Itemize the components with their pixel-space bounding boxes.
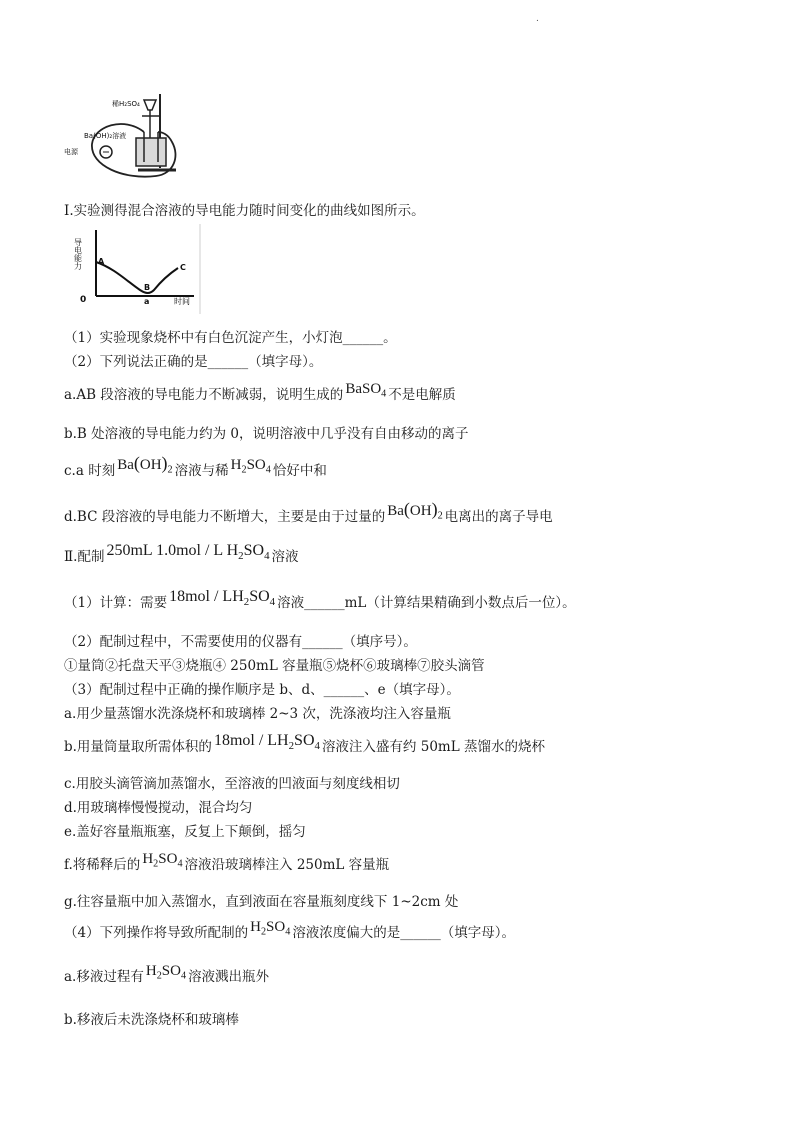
graph-xlabel: 时间	[174, 297, 190, 306]
part2-instruments: ①量筒②托盘天平③烧瓶④ 250mL 容量瓶⑤烧杯⑥玻璃棒⑦胶头滴管	[64, 658, 485, 674]
conductivity-graph	[74, 224, 204, 314]
part1-q2: （2）下列说法正确的是______（填字母）。	[64, 354, 323, 370]
part2-option4-b: b.移液后未洗涤烧杯和玻璃棒	[64, 1012, 239, 1028]
part2-step-g: g.往容量瓶中加入蒸馏水，直到液面在容量瓶刻度线下 1~2cm 处	[64, 894, 459, 910]
graph-origin: 0	[80, 295, 87, 305]
part2-step-c: c.用胶头滴管滴加蒸馏水，至溶液的凹液面与刻度线相切	[64, 776, 400, 792]
part1-intro: Ⅰ.实验测得混合溶液的导电能力随时间变化的曲线如图所示。	[64, 203, 425, 219]
label-power: 电源	[64, 148, 78, 156]
part2-q2: （2）配制过程中，不需要使用的仪器有______（填序号）。	[64, 634, 417, 650]
part2-q3: （3）配制过程中正确的操作顺序是 b、d、______、e（填字母）。	[64, 682, 460, 698]
part1-option-b: b.B 处溶液的导电能力约为 0，说明溶液中几乎没有自由移动的离子	[64, 426, 469, 442]
part2-option4-a: a.移液过程有 $H_2SO_4$ 溶液溅出瓶外	[64, 963, 270, 985]
graph-tick-a: a	[144, 297, 150, 306]
graph-ylabel: 导电能力	[74, 238, 83, 270]
part2-step-f: f.将稀释后的 $H_2SO_4$ 溶液沿玻璃棒注入 250mL 容量瓶	[64, 851, 390, 873]
part2-q4: （4）下列操作将导致所配制的 $H_2SO_4$ 溶液浓度偏大的是______（填字母）。	[64, 919, 516, 941]
graph-point-c: C	[180, 263, 186, 272]
apparatus-diagram	[64, 86, 184, 186]
label-h2so4: 稀H₂SO₄	[112, 100, 140, 108]
part1-option-a: a.AB 段溶液的导电能力不断减弱，说明生成的 BaSO$_4$ 不是电解质	[64, 381, 456, 403]
part2-q1: （1）计算：需要 $18mol / LH_2SO_4$ 溶液______mL（计算结果精确到小数点后一位）。	[64, 588, 576, 611]
part2-step-e: e.盖好容量瓶瓶塞，反复上下颠倒，摇匀	[64, 824, 306, 840]
graph-point-b: B	[144, 283, 151, 292]
part1-q1: （1）实验现象烧杯中有白色沉淀产生，小灯泡______。	[64, 330, 397, 346]
part2-step-a: a.用少量蒸馏水洗涤烧杯和玻璃棒 2~3 次，洗涤液均注入容量瓶	[64, 706, 451, 722]
label-baoh: Ba(OH)₂溶液	[84, 132, 127, 140]
part2-step-d: d.用玻璃棒慢慢搅动，混合均匀	[64, 800, 253, 816]
part1-option-d: d.BC 段溶液的导电能力不断增大，主要是由于过量的 $Ba(OH)_2$ 电离出的离子导电	[64, 499, 553, 525]
page-dot: .	[536, 14, 539, 24]
graph-point-a: A	[98, 257, 105, 266]
part2-title: Ⅱ.配制 250mL 1.0mol / L $H_2SO_4$ 溶液	[64, 542, 299, 565]
part2-step-b: b.用量筒量取所需体积的 $18mol / LH_2SO_4$ 溶液注入盛有约 50mL 蒸馏水的烧杯	[64, 732, 545, 755]
part1-option-c: c.a 时刻 $Ba(OH)_2$ 溶液与稀 $H_2SO_4$ 恰好中和	[64, 453, 327, 479]
